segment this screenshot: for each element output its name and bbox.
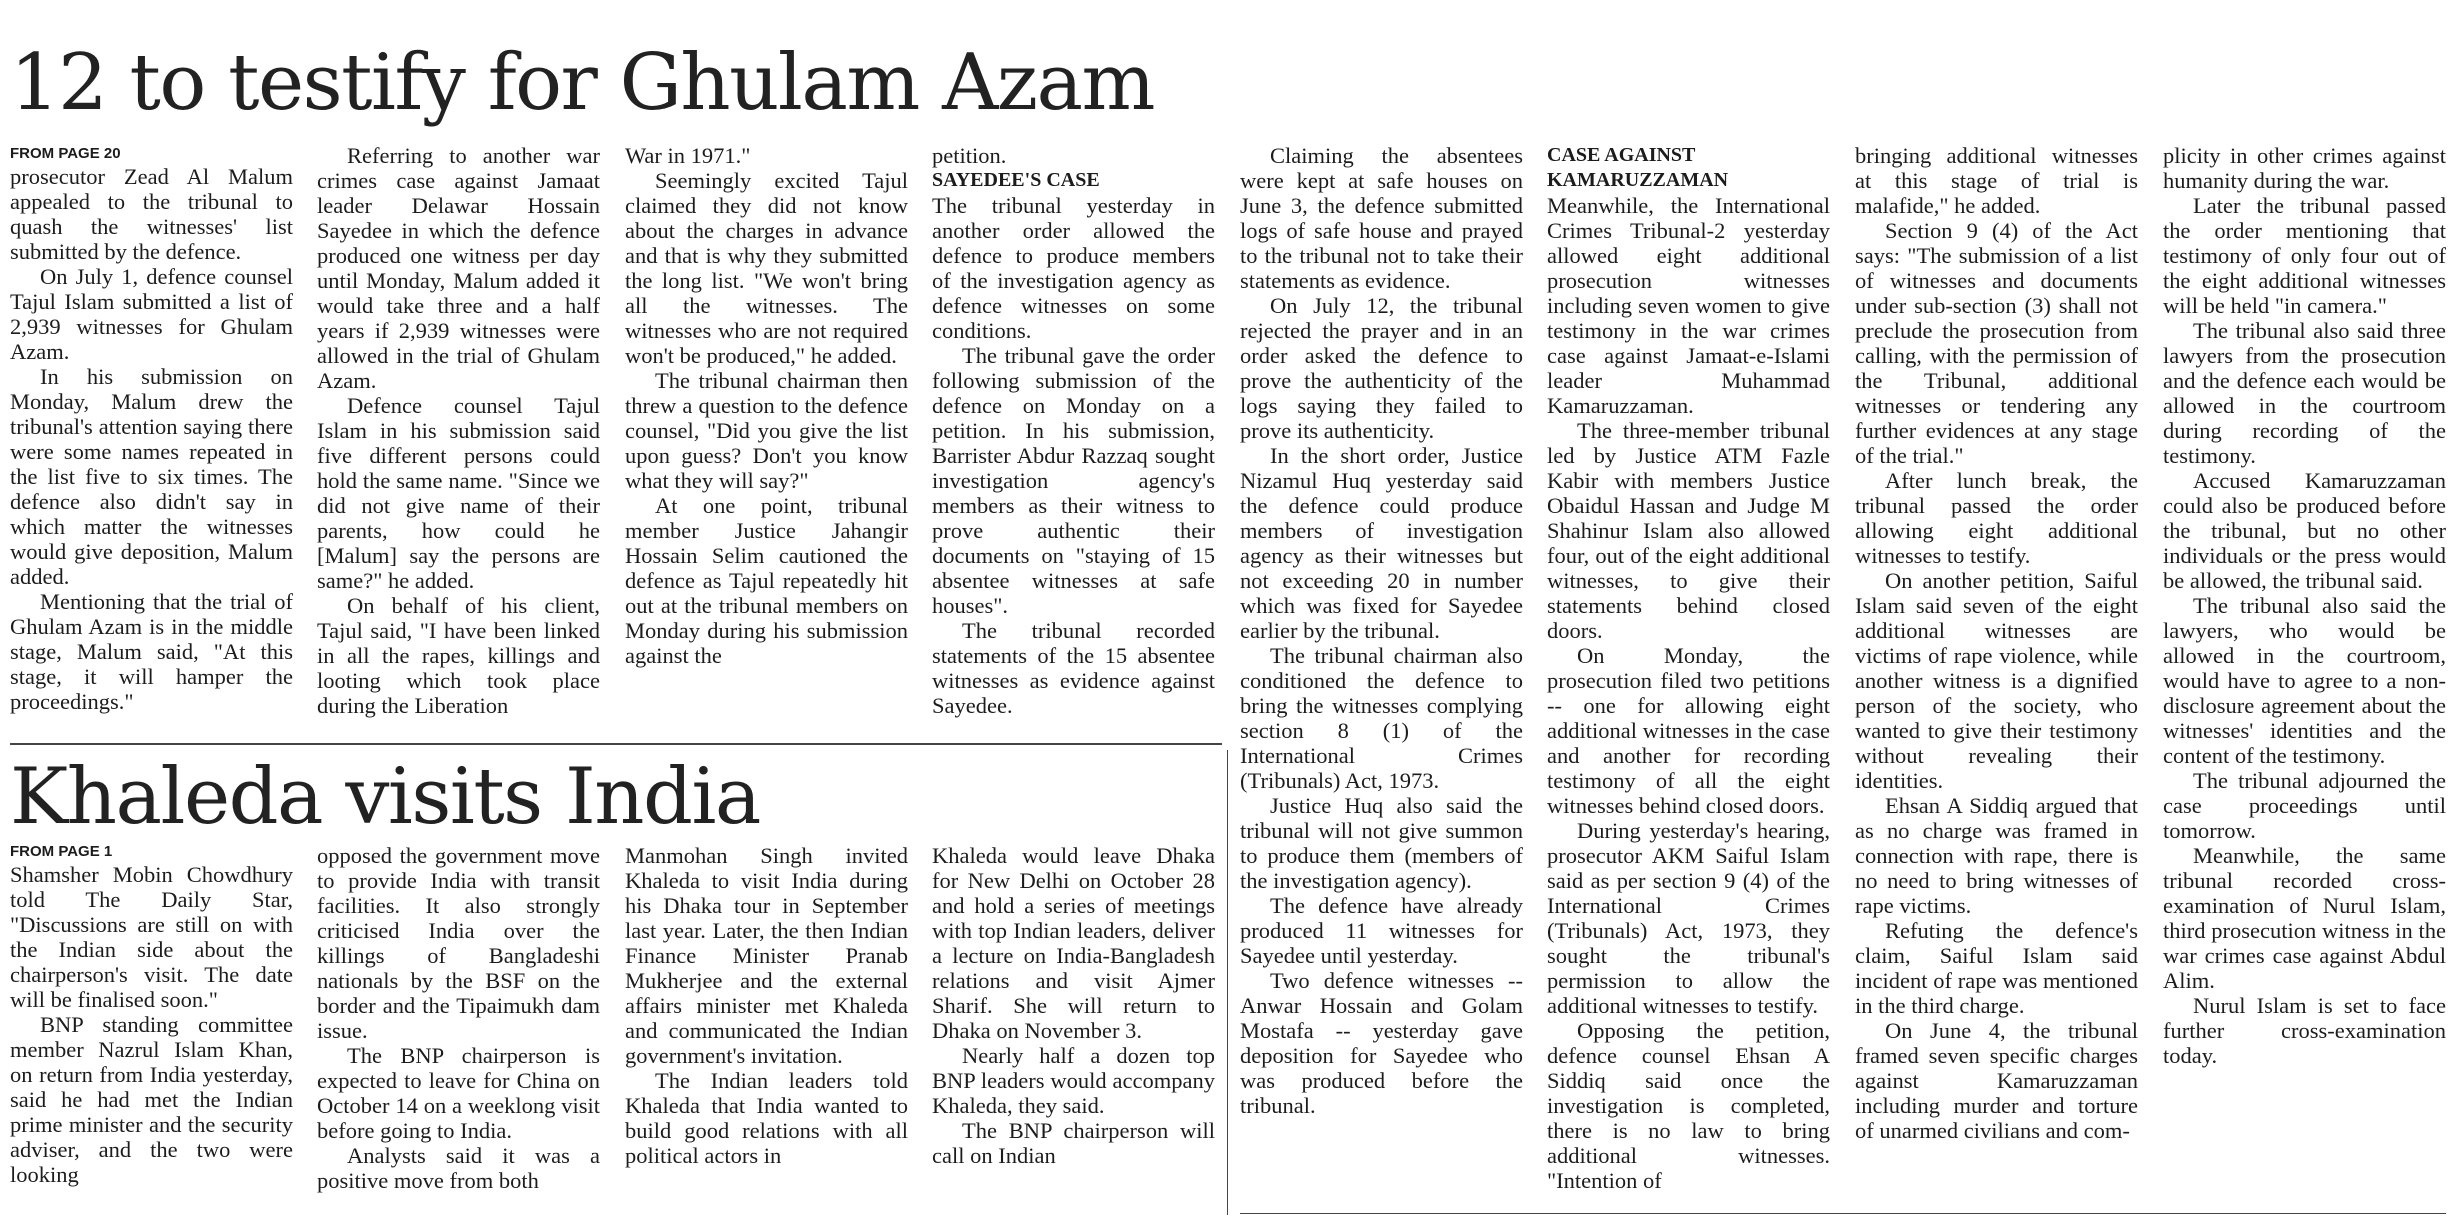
- paragraph: On July 1, defence counsel Tajul Islam submitted a list of 2,939 witnesses for Ghulam Azam.: [10, 264, 293, 364]
- article-column-5: [1240, 143, 1523, 1213]
- paragraph: The tribunal also said the lawyers, who would be allowed in the courtroom, would have to agree to a non-disclosure agreement about the witnesses' identities and the content of the testimony.: [2163, 593, 2446, 768]
- subheading-sayedee-case: SAYEDEE'S CASE: [932, 169, 1100, 191]
- paragraph: Manmohan Singh invited Khaleda to visit India during his Dhaka tour in September last year. Later, the then Indian Finance Minister Pranab Mukherjee and the external affairs minister met Khaleda and communicated the Indian government's invitation.: [625, 843, 908, 1068]
- article-column-6: [1547, 143, 1830, 1213]
- paragraph: Opposing the petition, defence counsel Ehsan A Siddiq said once the investigation is completed, there is no law to bring additional witnesses. "Intention of: [1547, 1018, 1830, 1193]
- paragraph: Later the tribunal passed the order mentioning that testimony of only four out of the eight additional witnesses will be held "in camera.": [2163, 193, 2446, 318]
- paragraph: The tribunal chairman then threw a question to the defence counsel, "Did you give the list upon guess? Don't you know what they will say?": [625, 368, 908, 493]
- paragraph: Shamsher Mobin Chowdhury told The Daily Star, "Discussions are still on with the Indian side about the chairperson's visit. The date will be finalised soon.": [10, 862, 293, 1012]
- paragraph: In the short order, Justice Nizamul Huq yesterday said the defence could produce members of investigation agency as their witnesses but not exceeding 20 in number which was fixed for Sayedee earlier by the tribunal.: [1240, 443, 1523, 643]
- article-column-7: [1855, 143, 2138, 1213]
- paragraph: Section 9 (4) of the Act says: "The submission of a list of witnesses and documents under sub-section (3) shall not preclude the prosecution from calling, with the permission of the Tribunal, additional witnesses or tendering any further evidences at any stage of the trial.": [1855, 218, 2138, 468]
- paragraph: Nearly half a dozen top BNP leaders would accompany Khaleda, they said.: [932, 1043, 1215, 1118]
- paragraph: plicity in other crimes against humanity during the war.: [2163, 143, 2446, 193]
- paragraph: The defence have already produced 11 witnesses for Sayedee until yesterday.: [1240, 893, 1523, 968]
- paragraph: The tribunal chairman also conditioned the defence to bring the witnesses complying section 8 (1) of the International Crimes (Tribunals) Act, 1973.: [1240, 643, 1523, 793]
- paragraph: In his submission on Monday, Malum drew the tribunal's attention saying there were some names repeated in the list five to six times. The defence also didn't say in which matter the witnesses would give deposition, Malum added.: [10, 364, 293, 589]
- paragraph: On July 12, the tribunal rejected the prayer and in an order asked the defence to prove the authenticity of the logs saying they failed to prove its authenticity.: [1240, 293, 1523, 443]
- paragraph: bringing additional witnesses at this stage of trial is malafide," he added.: [1855, 143, 2138, 218]
- article2-column-4: [932, 843, 1215, 1219]
- paragraph: Refuting the defence's claim, Saiful Islam said incident of rape was mentioned in the third charge.: [1855, 918, 2138, 1018]
- paragraph: Nurul Islam is set to face further cross-examination today.: [2163, 993, 2446, 1068]
- paragraph: The tribunal adjourned the case proceedings until tomorrow.: [2163, 768, 2446, 843]
- paragraph: The BNP chairperson will call on Indian: [932, 1118, 1215, 1168]
- vertical-divider: [1227, 750, 1228, 1215]
- paragraph: Meanwhile, the International Crimes Tribunal-2 yesterday allowed eight additional prosecution witnesses including seven women to give testimony in the war crimes case against Jamaat-e-Islami leader Muhammad Kamaruzzaman.: [1547, 193, 1830, 418]
- paragraph: The tribunal also said three lawyers from the prosecution and the defence each would be allowed in the courtroom during recording of the testimony.: [2163, 318, 2446, 468]
- horizontal-divider: [10, 743, 1222, 745]
- paragraph: On another petition, Saiful Islam said seven of the eight additional witnesses are victims of rape violence, while another witness is a dignified person of the society, who wanted to give their testimony without revealing their identities.: [1855, 568, 2138, 793]
- paragraph: The BNP chairperson is expected to leave for China on October 14 on a weeklong visit before going to India.: [317, 1043, 600, 1143]
- article2-column-2: [317, 843, 600, 1219]
- paragraph: Two defence witnesses -- Anwar Hossain and Golam Mostafa -- yesterday gave deposition for Sayedee who was produced before the tribunal.: [1240, 968, 1523, 1118]
- paragraph: prosecutor Zead Al Malum appealed to the tribunal to quash the witnesses' list submitted by the defence.: [10, 164, 293, 264]
- bottom-divider: [1240, 1213, 2446, 1214]
- article-column-4: [932, 143, 1215, 733]
- paragraph: Defence counsel Tajul Islam in his submission said five different persons could hold the same name. "Since we did not give name of their parents, how could he [Malum] say the persons are same?" he added.: [317, 393, 600, 593]
- paragraph: During yesterday's hearing, prosecutor AKM Saiful Islam said as per section 9 (4) of the International Crimes (Tribunals) Act, 1973, they sought the tribunal's permission to allow the additional witnesses to testify.: [1547, 818, 1830, 1018]
- paragraph: On Monday, the prosecution filed two petitions -- one for allowing eight additional witnesses in the case and another for recording testimony of all the eight witnesses behind closed doors.: [1547, 643, 1830, 818]
- paragraph: After lunch break, the tribunal passed the order allowing eight additional witnesses to testify.: [1855, 468, 2138, 568]
- paragraph: Seemingly excited Tajul claimed they did not know about the charges in advance and that is why they submitted the long list. "We won't bring all the witnesses. The witnesses who are not required won't be produced," he added.: [625, 168, 908, 368]
- paragraph: On behalf of his client, Tajul said, "I have been linked in all the rapes, killings and looting which took place during the Liberation: [317, 593, 600, 718]
- paragraph: The three-member tribunal led by Justice ATM Fazle Kabir with members Justice Obaidul Hassan and Judge M Shahinur Islam also allowed four, out of the eight additional witnesses, to give their statements behind closed doors.: [1547, 418, 1830, 643]
- paragraph: Referring to another war crimes case against Jamaat leader Delawar Hossain Sayedee in which the defence produced one witness per day until Monday, Malum added it would take three and a half years if 2,939 witnesses were allowed in the trial of Ghulam Azam.: [317, 143, 600, 393]
- article-column-2: [317, 143, 600, 733]
- paragraph: petition.: [932, 143, 1007, 168]
- article2-column-3: [625, 843, 908, 1219]
- headline-ghulam-azam: 12 to testify for Ghulam Azam: [10, 38, 1154, 128]
- paragraph: The tribunal recorded statements of the 15 absentee witnesses as evidence against Sayedee.: [932, 618, 1215, 718]
- article-column-1: [10, 143, 293, 733]
- paragraph: BNP standing committee member Nazrul Islam Khan, on return from India yesterday, said he had met the Indian prime minister and the security adviser, and the two were looking: [10, 1012, 293, 1187]
- paragraph: At one point, tribunal member Justice Jahangir Hossain Selim cautioned the defence as Tajul repeatedly hit out at the tribunal members on Monday during his submission against the: [625, 493, 908, 668]
- paragraph: Justice Huq also said the tribunal will not give summon to produce them (members of the investigation agency).: [1240, 793, 1523, 893]
- article2-column-1: [10, 841, 293, 1219]
- subheading-case-against-kamaruzzaman: CASE AGAINST KAMARUZZAMAN: [1547, 144, 1729, 191]
- headline-khaleda-visits-india: Khaleda visits India: [10, 752, 760, 842]
- paragraph: opposed the government move to provide India with transit facilities. It also strongly criticised India over the killings of Bangladeshi nationals by the BSF on the border and the Tipaimukh dam issue.: [317, 843, 600, 1043]
- kicker-from-page-1: FROM PAGE 1: [10, 843, 113, 860]
- paragraph: Mentioning that the trial of Ghulam Azam is in the middle stage, Malum said, "At this stage, it will hamper the proceedings.": [10, 589, 293, 714]
- paragraph: Accused Kamaruzzaman could also be produced before the tribunal, but no other individuals or the press would be allowed, the tribunal said.: [2163, 468, 2446, 593]
- paragraph: Ehsan A Siddiq argued that as no charge was framed in connection with rape, there is no need to bring witnesses of rape victims.: [1855, 793, 2138, 918]
- paragraph: War in 1971.": [625, 143, 751, 168]
- paragraph: Meanwhile, the same tribunal recorded cross-examination of Nurul Islam, third prosecution witness in the war crimes case against Abdul Alim.: [2163, 843, 2446, 993]
- article-column-8: [2163, 143, 2446, 1213]
- paragraph: The tribunal yesterday in another order allowed the defence to produce members of the investigation agency as defence witnesses on some conditions.: [932, 193, 1215, 343]
- paragraph: Claiming the absentees were kept at safe houses on June 3, the defence submitted logs of safe house and prayed to the tribunal not to take their statements as evidence.: [1240, 143, 1523, 293]
- paragraph: The Indian leaders told Khaleda that India wanted to build good relations with all political actors in: [625, 1068, 908, 1168]
- article-column-3: [625, 143, 908, 733]
- paragraph: Khaleda would leave Dhaka for New Delhi on October 28 and hold a series of meetings with top Indian leaders, deliver a lecture on India-Bangladesh relations and visit Ajmer Sharif. She will return to Dhaka on November 3.: [932, 843, 1215, 1043]
- kicker-from-page-20: FROM PAGE 20: [10, 145, 121, 162]
- paragraph: Analysts said it was a positive move from both: [317, 1143, 600, 1193]
- paragraph: On June 4, the tribunal framed seven specific charges against Kamaruzzaman including murder and torture of unarmed civilians and com-: [1855, 1018, 2138, 1143]
- paragraph: The tribunal gave the order following submission of the defence on Monday on a petition. In his submission, Barrister Abdur Razzaq sought investigation agency's members as their witness to prove authentic their documents on "staying of 15 absentee witnesses at safe houses".: [932, 343, 1215, 618]
